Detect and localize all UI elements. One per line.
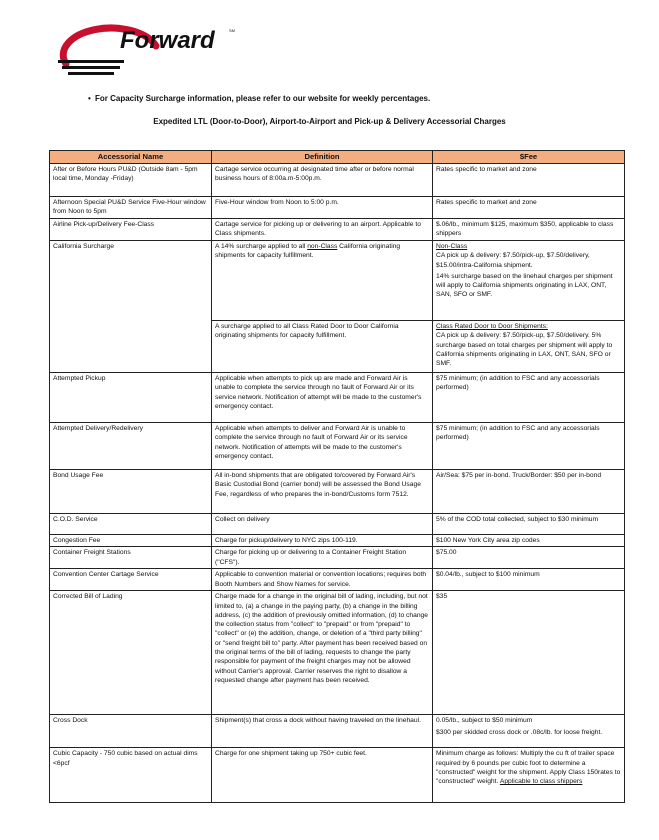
forward-air-logo xyxy=(58,20,238,82)
table-row xyxy=(50,591,625,715)
cell-fee: Rates specific to market and zone xyxy=(433,197,625,219)
cell-fee: 5% of the COD total collected, subject to $30 minimum xyxy=(433,514,625,535)
cell-fee: $75 minimum; (in addition to FSC and any accessorials performed) xyxy=(433,423,625,470)
page-subtitle: Expedited LTL (Door-to-Door), Airport-to-Airport and Pick-up & Delivery Accessorial Charges xyxy=(153,117,506,126)
cell-name: Congestion Fee xyxy=(50,535,212,547)
fee-text: CA pick up & delivery: $7.50/pick-up, $7.50/delivery. 5% surcharge based on total charges per shipment will apply to California shipments originating in LAX, ONT, SAN, SFO or SMF. xyxy=(436,332,613,368)
table-row xyxy=(50,569,625,591)
fee-applicability: Applicable to class shippers xyxy=(499,778,583,786)
cell-name: Airline Pick-up/Delivery Fee-Class xyxy=(50,219,212,241)
cell-fee: Air/Sea: $75 per in-bond. Truck/Border: $50 per in-bond xyxy=(433,470,625,514)
header-accessorial-name: Accessorial Name xyxy=(50,151,212,164)
table-row xyxy=(50,715,625,748)
cell-definition: Collect on delivery xyxy=(212,514,433,535)
cell-definition: Charge made for a change in the original bill of lading, including, but not limited to, (a) a change in the paying party, (b) a change in the billing address, (c) the addition of previously omitted information, (d) to change the collection status from "collect" to "prepaid" or from "prepaid" to "collect" or (e) the addition, change, or deletion of a "third party billing" or "send freight bill to" party. After payment has been received based on the original terms of the bill of lading, requests to change the party responsible for payment of the freight charges may not be allowed without Carrier's approval. Carrier reserves the right to disallow a requested change after payment has been received. xyxy=(212,591,433,715)
fee-text: $300 per skidded cross dock or .08c/lb. for loose freight. xyxy=(436,728,603,736)
header-fee: $Fee xyxy=(433,151,625,164)
cell-name: Attempted Delivery/Redelivery xyxy=(50,423,212,470)
cell-fee xyxy=(433,321,625,373)
cell-name: Cross Dock xyxy=(50,715,212,748)
table-row xyxy=(50,373,625,423)
cell-definition: Applicable when attempts to pick up are made and Forward Air is unable to complete the service through no fault of Forward Air or its service network. Notification of attempt will be made to the customer's emergency contact. xyxy=(212,373,433,423)
cell-fee xyxy=(433,715,625,748)
cell-name: C.O.D. Service xyxy=(50,514,212,535)
cell-definition xyxy=(212,241,433,321)
cell-name: Afternoon Special PU&D Service Five-Hour window from Noon to 5pm xyxy=(50,197,212,219)
cell-name: Container Freight Stations xyxy=(50,547,212,569)
table-row xyxy=(50,423,625,470)
table-row xyxy=(50,514,625,535)
fee-heading: Non-Class xyxy=(436,243,468,250)
cell-name: California Surcharge xyxy=(50,241,212,373)
cell-definition: Shipment(s) that cross a dock without having traveled on the linehaul. xyxy=(212,715,433,748)
cell-fee: $100 New York City area zip codes xyxy=(433,535,625,547)
cell-definition: Charge for pickup/delivery to NYC zips 100-119. xyxy=(212,535,433,547)
fee-heading: Class Rated Door to Door Shipments: xyxy=(436,323,548,330)
cell-name: Bond Usage Fee xyxy=(50,470,212,514)
def-text: California originating shipments for capacity fulfillment. xyxy=(215,243,401,260)
cell-name: Convention Center Cartage Service xyxy=(50,569,212,591)
non-class-term: non-Class xyxy=(307,243,338,250)
table-row xyxy=(50,535,625,547)
cell-definition: Five-Hour window from Noon to 5:00 p.m. xyxy=(212,197,433,219)
cell-definition: Applicable when attempts to deliver and Forward Air is unable to complete the service through no fault of Forward Air or its service network. Notification of attempts will be made to the customer's emergency contact. xyxy=(212,423,433,470)
logo-service-mark: SM xyxy=(229,28,235,33)
cell-name: Corrected Bill of Lading xyxy=(50,591,212,715)
cell-name: Cubic Capacity - 750 cubic based on actual dims <6pcf xyxy=(50,748,212,803)
bullet-icon: • xyxy=(88,94,91,103)
cell-fee: $35 xyxy=(433,591,625,715)
logo-wordmark: Forward xyxy=(120,27,215,54)
accessorial-charges-table xyxy=(49,150,625,803)
table-row xyxy=(50,197,625,219)
header-definition: Definition xyxy=(212,151,433,164)
table-row xyxy=(50,219,625,241)
cell-definition: Cartage service for picking up or delivering to an airport. Applicable to Class shipments. xyxy=(212,219,433,241)
table-row xyxy=(50,470,625,514)
fee-text: CA pick up & delivery: $7.50/pick-up, $7.50/delivery, $15.00/intra-California shipment. xyxy=(436,252,590,269)
cell-fee xyxy=(433,748,625,803)
fee-text: 14% surcharge based on the linehaul charges per shipment will apply to California shipments originating in LAX, ONT, SAN, SFO or SMF. xyxy=(436,272,613,299)
fee-text: Minimum charge as follows: Multiply the cu ft of trailer space required by 6 pounds per cubic foot to determine a "constructed" weight for the shipment. Apply Class 150rates to "constructed" weight. xyxy=(436,750,621,786)
def-text: A 14% surcharge applied to all xyxy=(215,243,308,250)
table-row xyxy=(50,547,625,569)
fee-text: 0.05/lb., subject to $50 minimum xyxy=(436,717,533,725)
cell-definition: Charge for one shipment taking up 750+ cubic feet. xyxy=(212,748,433,803)
cell-definition: Applicable to convention material or convention locations; requires both Booth Numbers and Show Names for service. xyxy=(212,569,433,591)
note-text: For Capacity Surcharge information, please refer to our website for weekly percentages. xyxy=(95,94,431,103)
table-header-row xyxy=(50,151,625,164)
cell-definition: A surcharge applied to all Class Rated Door to Door California originating shipments for capacity fulfillment. xyxy=(212,321,433,373)
cell-fee: $0.04/lb., subject to $100 minimum xyxy=(433,569,625,591)
table-row xyxy=(50,748,625,803)
capacity-surcharge-note xyxy=(88,94,431,103)
cell-fee: $75 minimum; (in addition to FSC and any accessorials performed) xyxy=(433,373,625,423)
cell-definition: Cartage service occurring at designated time after or before normal business hours of 8:00a.m-5:00p.m. xyxy=(212,164,433,197)
cell-name: Attempted Pickup xyxy=(50,373,212,423)
cell-definition: Charge for picking up or delivering to a Container Freight Station ("CFS"). xyxy=(212,547,433,569)
cell-fee: Rates specific to market and zone xyxy=(433,164,625,197)
cell-definition: All in-bond shipments that are obligated to/covered by Forward Air's Basic Custodial Bond (carrier bond) will be assessed the Bond Usage Fee, regardless of who prepares the in-bond/Customs form 7512. xyxy=(212,470,433,514)
cell-name: After or Before Hours PU&D (Outside 8am - 5pm local time, Monday -Friday) xyxy=(50,164,212,197)
table-row xyxy=(50,164,625,197)
cell-fee xyxy=(433,241,625,321)
table-row xyxy=(50,241,625,321)
cell-fee: $.06/lb., minimum $125, maximum $350, applicable to class shippers xyxy=(433,219,625,241)
cell-fee: $75.00 xyxy=(433,547,625,569)
